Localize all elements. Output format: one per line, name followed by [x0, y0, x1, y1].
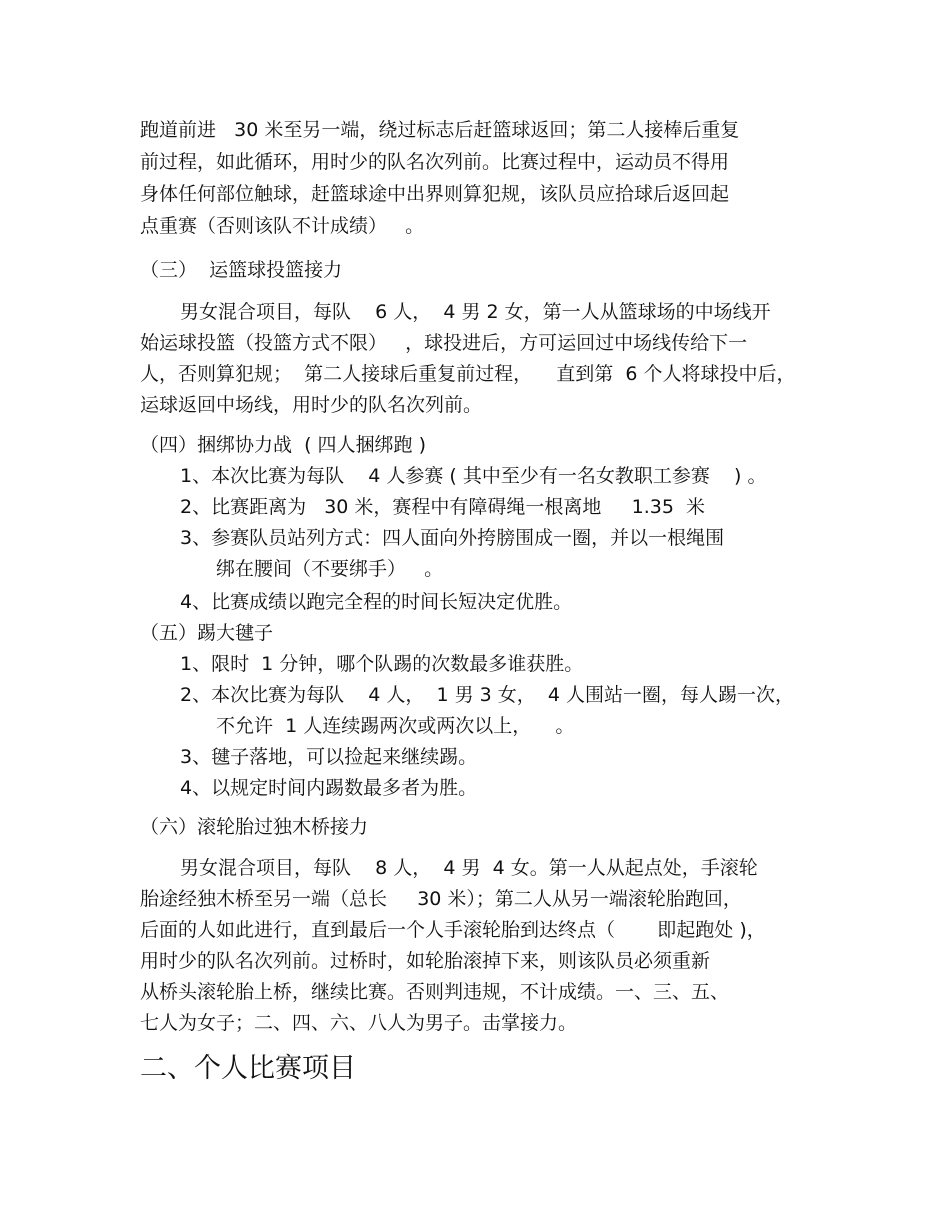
paragraph-line: 男女混合项目，每队 8 人， 4 男 4 女。第一人从起点处，手滚轮: [180, 857, 758, 879]
list-item: 2、比赛距离为 30 米，赛程中有障碍绳一根离地 1.35 米: [180, 496, 706, 518]
paragraph-line: 人，否则算犯规； 第二人接球后重复前过程， 直到第 6 个人将球投中后，: [140, 363, 796, 385]
paragraph-line: 前过程，如此循环，用时少的队名次列前。比赛过程中，运动员不得用: [140, 151, 730, 173]
list-item-continuation: 绑在腰间（不要绑手） 。: [216, 558, 444, 580]
paragraph-line: 胎途经独木桥至另一端（总长 30 米）；第二人从另一端滚轮胎跑回，: [140, 888, 742, 910]
paragraph-line: 七人为女子；二、四、六、八人为男子。击掌接力。: [140, 1012, 578, 1034]
paragraph-line: 后面的人如此进行，直到最后一个人手滚轮胎到达终点（ 即起跑处 )，: [140, 919, 766, 941]
paragraph-line: 身体任何部位触球，赶篮球途中出界则算犯规，该队员应拾球后返回起: [140, 183, 730, 205]
section-title: （六）滚轮胎过独木桥接力: [140, 816, 369, 838]
section-title: （五）踢大毽子: [140, 622, 274, 644]
paragraph-line: 跑道前进 30 米至另一端，绕过标志后赶篮球返回；第二人接棒后重复: [140, 119, 740, 141]
paragraph-line: 点重赛（否则该队不计成绩） 。: [140, 215, 425, 237]
list-item-continuation: 不允许 1 人连续踢两次或两次以上， 。: [216, 715, 575, 737]
list-item: 4、比赛成绩以跑完全程的时间长短决定优胜。: [180, 591, 573, 613]
section-title: （三） 运篮球投篮接力: [140, 259, 343, 281]
list-item: 4、以规定时间内踢数最多者为胜。: [180, 777, 478, 799]
section-title: （四）捆绑协力战 ( 四人捆绑跑 ): [140, 434, 426, 456]
paragraph-line: 男女混合项目，每队 6 人， 4 男 2 女，第一人从篮球场的中场线开: [180, 301, 771, 323]
list-item: 1、本次比赛为每队 4 人参赛 ( 其中至少有一名女教职工参赛 ) 。: [180, 465, 767, 487]
chapter-heading: 二、个人比赛项目: [140, 1053, 356, 1084]
paragraph-line: 始运球投篮（投篮方式不限） ，球投进后，方可运回过中场线传给下一: [140, 332, 748, 354]
list-item: 2、本次比赛为每队 4 人， 1 男 3 女， 4 人围站一圈，每人踢一次，: [180, 684, 794, 706]
paragraph-line: 从桥头滚轮胎上桥，继续比赛。否则判违规，不计成绩。一、三、五、: [140, 981, 730, 1003]
list-item: 3、毽子落地，可以捡起来继续踢。: [180, 746, 478, 768]
list-item: 3、参赛队员站列方式：四人面向外挎膀围成一圈，并以一根绳围: [180, 527, 725, 549]
list-item: 1、限时 1 分钟，哪个队踢的次数最多谁获胜。: [180, 653, 584, 675]
paragraph-line: 用时少的队名次列前。过桥时，如轮胎滚掉下来，则该队员必须重新: [140, 950, 711, 972]
paragraph-line: 运球返回中场线，用时少的队名次列前。: [140, 394, 483, 416]
